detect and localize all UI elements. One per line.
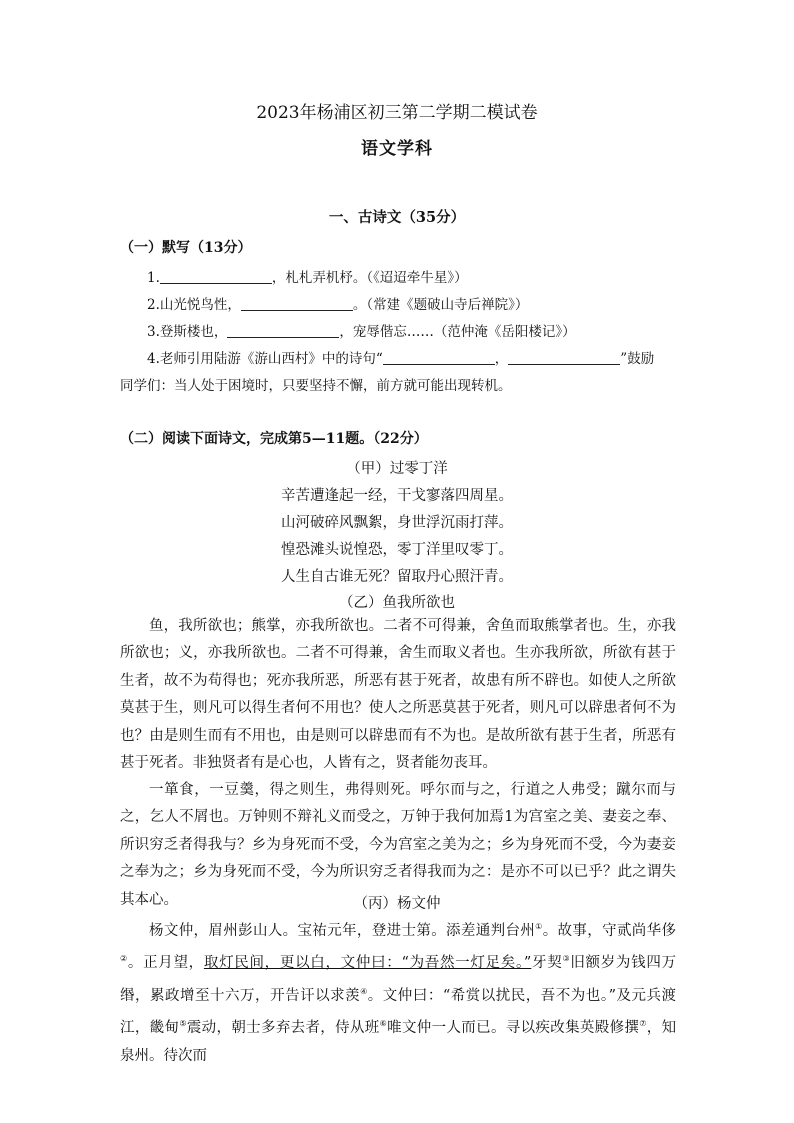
subject-title: 语文学科 (361, 139, 433, 159)
q3-head: 3.登斯楼也， (147, 324, 228, 340)
poem-jia-line: 山河破碎风飘絮，身世浮沉雨打萍。 (281, 515, 513, 531)
passage-bing-title: （丙）杨文仲 (353, 896, 441, 912)
passage-yi-paragraph-1: 鱼，我所欲也；熊掌，亦我所欲也。二者不可得兼，舍鱼而取熊掌者也。生，亦我所欲也；义，亦我所欲也。二者不可得兼，舍生而取义者也。生亦我所欲，所欲有甚于生者，故不为苟得也；死亦我所恶，所恶有甚于死者，故患有所不辟也。如使人之所欲莫甚于生，则凡可以得生者何不用也？使人之所恶莫甚于死者，则凡可以辟患者何不为也？由是则生而有不用也，由是则可以辟患而有不为也。是故所欲有甚于生者，所恶有甚于死者。非独贤者有是心也，人皆有之，贤者能勿丧耳。 (120, 618, 676, 772)
passage-bing-paragraph (120, 913, 676, 1070)
exam-title: 2023年杨浦区初三第二学期二模试卷 (256, 103, 538, 123)
q4-head: 4.老师引用陆游《游山西村》中的诗句“ (147, 351, 383, 367)
footnote-marker: ④ (360, 986, 368, 996)
question-2 (147, 293, 528, 313)
bing-text: 。正月望， (127, 955, 204, 972)
q4-mid: ， (494, 351, 509, 367)
bing-text: 唯文仲一人而已。寻以疾改集英殿修撰 (387, 1020, 640, 1037)
q1-number: 1. (147, 270, 160, 286)
bing-text: ，知泉州。待次而 (120, 1020, 677, 1064)
footnote-marker: ① (535, 922, 543, 931)
question-3 (147, 320, 576, 340)
question-1 (147, 266, 468, 286)
footnote-marker: ③ (562, 954, 571, 964)
q3-blank[interactable] (227, 323, 339, 338)
poem-jia-line: 人生自古谁无死？留取丹心照汗青。 (281, 569, 513, 585)
q4-blank-2[interactable] (508, 350, 620, 365)
q4-blank-1[interactable] (383, 350, 495, 365)
q2-blank[interactable] (241, 296, 353, 311)
bing-text: 杨文仲，眉州彭山人。宝祐元年，登进士第。添差通判台州 (149, 923, 536, 939)
q2-tail: 。（常建《题破山寺后禅院》） (352, 297, 529, 313)
footnote-marker: ⑦ (639, 1019, 647, 1029)
bing-text: 旧额岁为钱四万缗，累政增至十六万，开告讦以求羡 (120, 955, 677, 1004)
q1-tail: ，札札弄机杼。（《迢迢牵牛星》） (271, 270, 468, 286)
part1-title: （一）默写（13分） (120, 240, 252, 256)
poem-jia-line: 惶恐滩头说惶恐，零丁洋里叹零丁。 (281, 542, 513, 558)
bing-text: 牙契 (531, 955, 563, 972)
part2-title: （二）阅读下面诗文，完成第5—11题。（22分） (120, 431, 428, 447)
passage-yi-paragraph-2: 一箪食，一豆羹，得之则生，弗得则死。呼尔而与之，行道之人弗受；蹴尔而与之，乞人不屑也。万钟则不辩礼义而受之，万钟于我何加焉1为宫室之美、妻妾之奉、所识穷乏者得我与？乡为身死而不受，今为宫室之美为之；乡为身死而不受，今为妻妾之奉为之；乡为身死而不受，今为所识穷乏者得我而为之：是亦不可以已乎？此之谓失其本心。 (120, 782, 676, 908)
bing-text: 。文仲曰：“希赏以扰民，吾不为也。”及元兵渡江，畿甸 (120, 987, 677, 1037)
underlined-sentence: 取灯民间，更以白，文仲曰：“为吾然一灯足矣。” (203, 955, 532, 972)
bing-text: 震动，朝士多弃去者，侍从班 (186, 1020, 380, 1037)
q4-tail: ”鼓励 (620, 351, 655, 367)
q2-head: 2.山光悦鸟性， (147, 297, 241, 313)
section-title: 一、古诗文（35分） (328, 209, 466, 226)
bing-text: 。故事，守贰尚华侈 (542, 923, 677, 939)
footnote-marker: ⑤ (179, 1019, 187, 1029)
footnote-marker: ② (120, 954, 128, 964)
poem-jia-line: 辛苦遭逢起一经，干戈寥落四周星。 (281, 488, 513, 504)
passage-yi-title: （乙）鱼我所欲也 (339, 595, 455, 611)
question-4-line2: 同学们：当人处于困境时，只要坚持不懈，前方就可能出现转机。 (120, 378, 512, 394)
q1-blank[interactable] (160, 269, 272, 284)
poem-jia-title: （甲）过零丁洋 (346, 461, 448, 477)
question-4 (147, 347, 654, 367)
q3-tail: ，宠辱偕忘……（范仲淹《岳阳楼记》） (339, 324, 576, 340)
footnote-marker: ⑥ (379, 1019, 388, 1029)
